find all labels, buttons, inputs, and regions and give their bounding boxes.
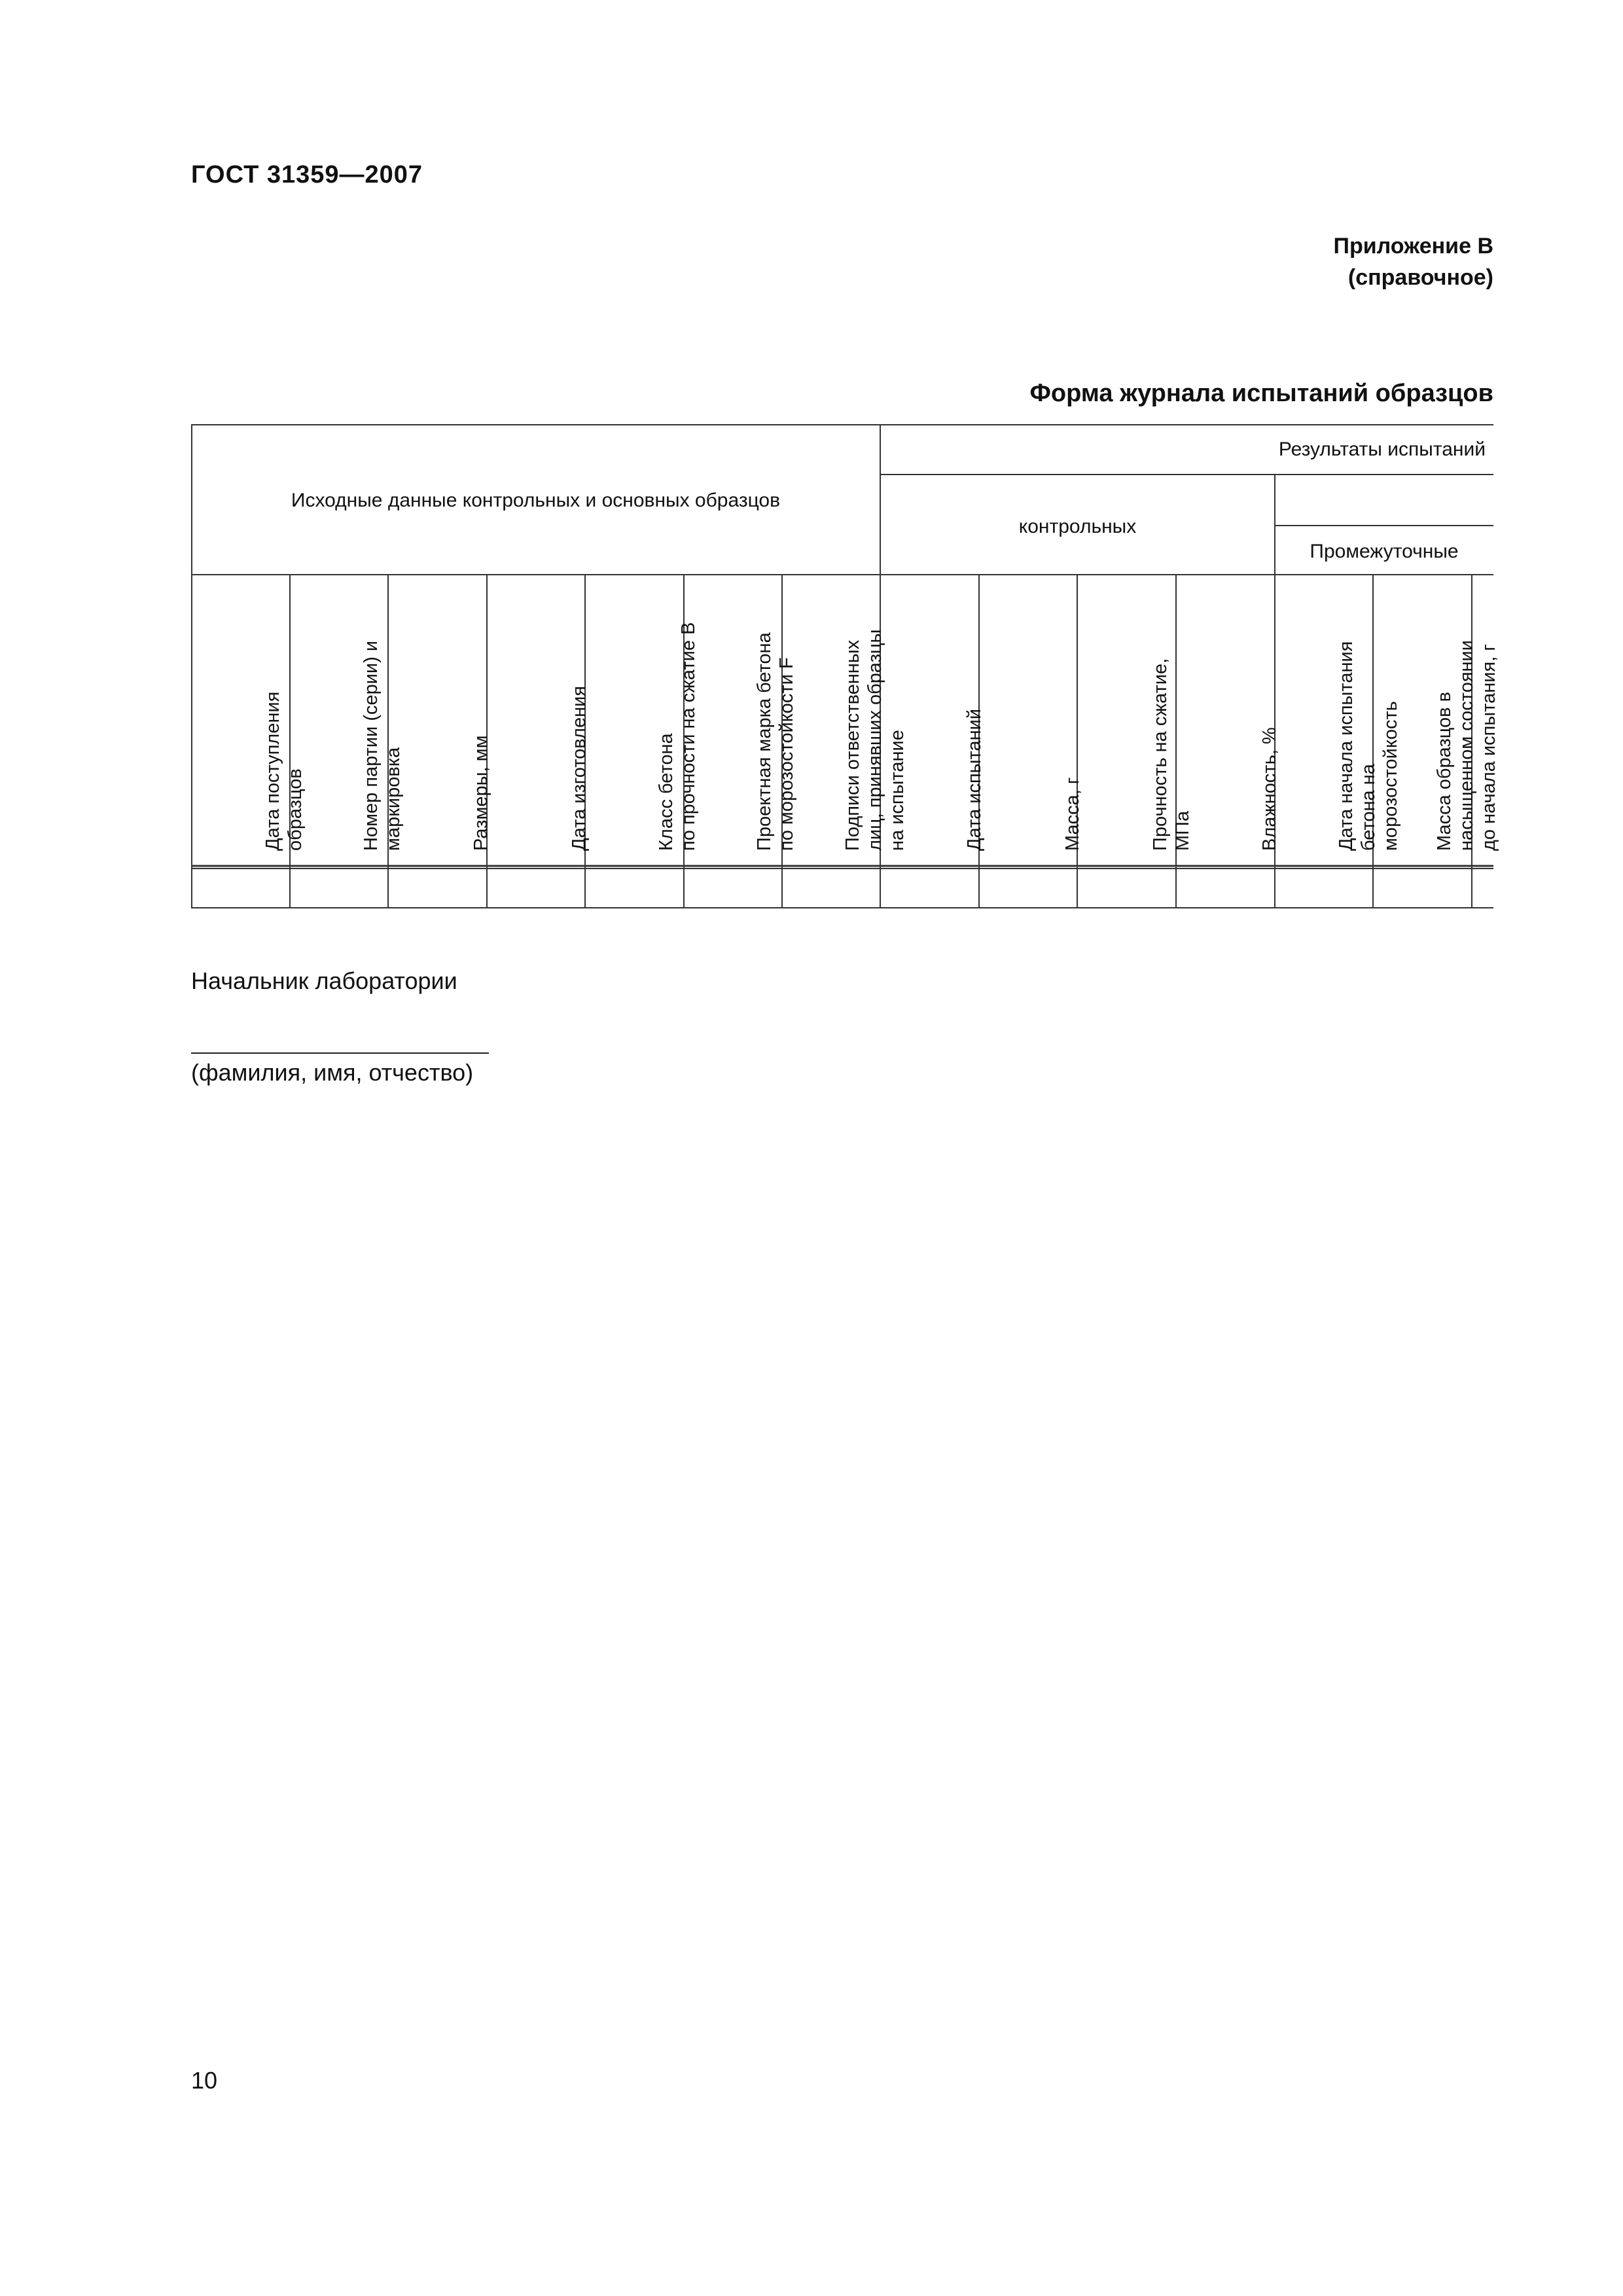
column-header: Масса образцов в насыщенном состоянии до начала испытания, г <box>1434 640 1499 851</box>
column-header: Влажность, % <box>1259 727 1280 851</box>
group-results-header: Результаты испытаний <box>1278 439 1486 460</box>
column-header: Номер партии (серии) и маркировка <box>361 640 404 851</box>
column-header: Дата испытаний <box>964 708 985 851</box>
subgroup-intermediate-header: Промежуточные <box>1310 541 1459 562</box>
form-title: Форма журнала испытаний образцов <box>1029 380 1493 407</box>
column-header: Дата начала испытания бетона на морозостойкость <box>1336 641 1401 851</box>
column-header: Дата изготовления <box>569 686 590 851</box>
signature-caption: (фамилия, имя, отчество) <box>191 1059 474 1086</box>
subgroup-control-header: контрольных <box>1018 516 1137 537</box>
signature-role: Начальник лаборатории <box>191 967 457 994</box>
annex-heading <box>1334 230 1494 293</box>
column-header: Прочность на сжатие, МПа <box>1150 658 1193 851</box>
standard-code: ГОСТ 31359—2007 <box>191 161 423 188</box>
column-header: Подписи ответственных лиц, принявших образцы на испытание <box>842 629 908 851</box>
annex-type: (справочное) <box>1347 265 1493 290</box>
page-number: 10 <box>191 2067 218 2094</box>
column-header: Проектная марка бетона по морозостойкости F <box>754 632 797 851</box>
column-header: Класс бетона по прочности на сжатие В <box>656 622 699 851</box>
column-header: Размеры, мм <box>471 735 491 851</box>
column-header: Масса, г <box>1062 777 1083 851</box>
signature-line <box>191 1052 489 1054</box>
annex-title: Приложение В <box>1333 234 1493 259</box>
column-header: Дата поступления образцов <box>262 691 306 851</box>
group-source-header: Исходные данные контрольных и основных образцов <box>291 490 781 511</box>
journal-table <box>191 424 1499 908</box>
table-row <box>191 870 1493 907</box>
